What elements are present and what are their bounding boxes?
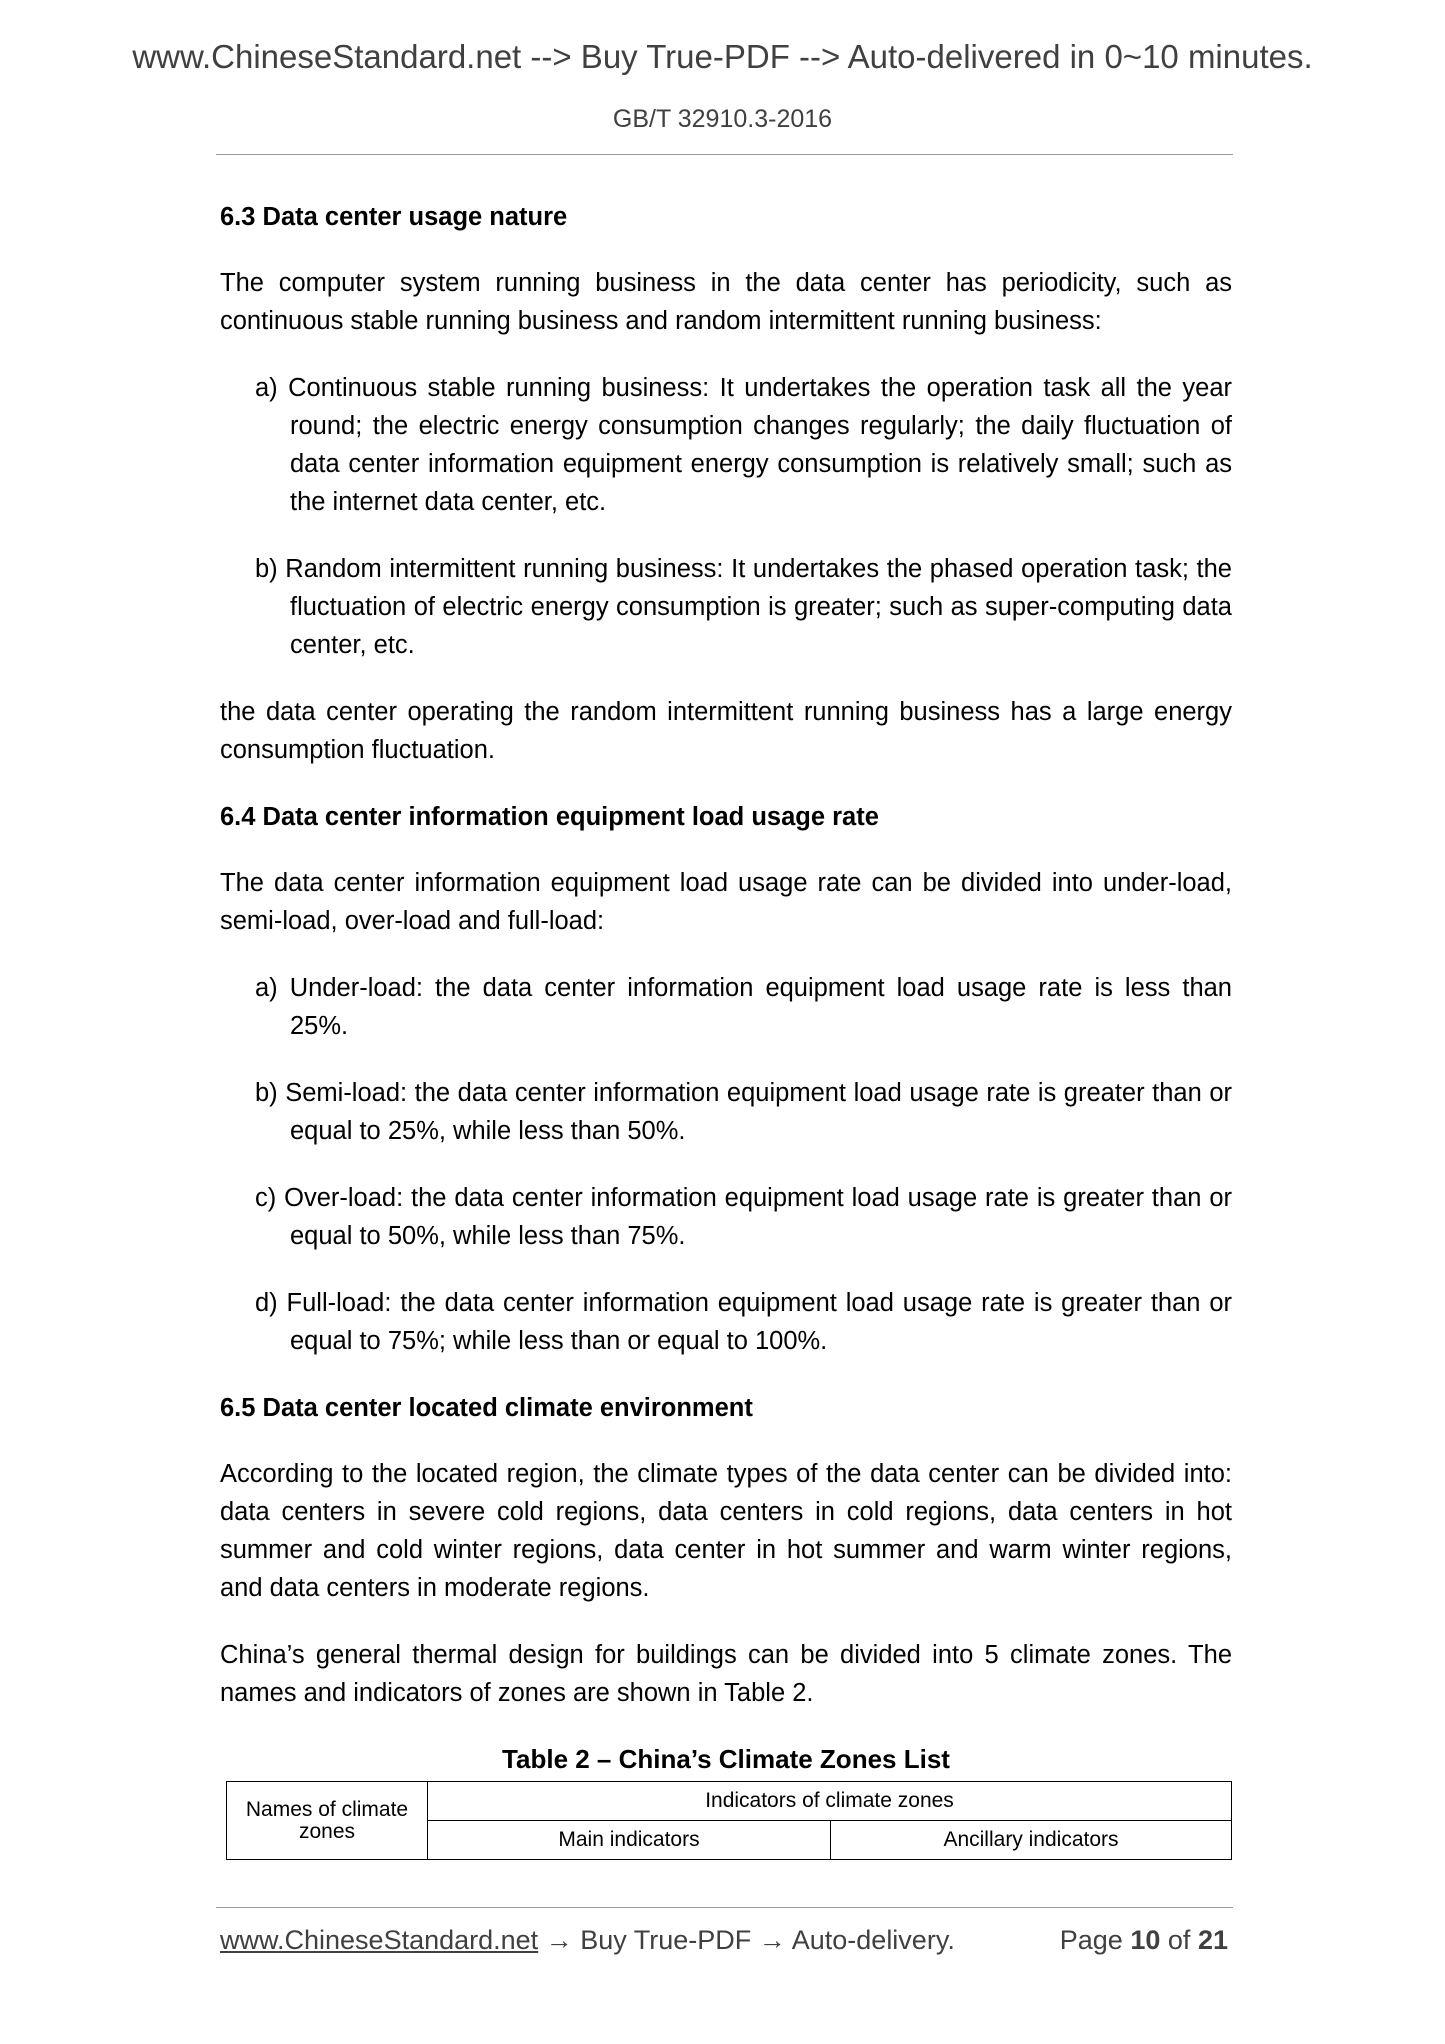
list-item: c) Over-load: the data center information equipment load usage rate is greater than or equal to 50%, while less than 75%. <box>255 1184 1232 1250</box>
page-total: 21 <box>1197 1925 1228 1955</box>
footer-link[interactable]: www.ChineseStandard.net <box>220 1925 539 1955</box>
climate-zones-table <box>226 1781 1232 1860</box>
section-6-3-heading: 6.3 Data center usage nature <box>220 203 568 231</box>
page-indicator <box>1060 1925 1228 1956</box>
page-body <box>220 198 1232 1860</box>
top-banner[interactable]: www.ChineseStandard.net --> Buy True-PDF --> Auto-delivered in 0~10 minutes. <box>132 38 1313 75</box>
table-header-cell: Main indicators <box>428 1821 831 1860</box>
table-header-cell <box>227 1782 428 1860</box>
footer-text: → Buy True-PDF → Auto-delivery. <box>538 1925 955 1955</box>
section-6-5-paragraph: China’s general thermal design for buildings can be divided into 5 climate zones. The names and indicators of zones are shown in Table 2. <box>220 1641 1232 1707</box>
table-title: Table 2 – China’s Climate Zones List <box>502 1744 950 1774</box>
table-row <box>227 1782 1232 1821</box>
footer-divider <box>216 1907 1233 1908</box>
table-header-cell: Indicators of climate zones <box>428 1782 1232 1821</box>
list-item: b) Semi-load: the data center information equipment load usage rate is greater than or equal to 25%, while less than 50%. <box>255 1079 1232 1145</box>
page-number: 10 <box>1130 1925 1161 1955</box>
table-2 <box>220 1741 1232 1860</box>
section-6-5-paragraph: According to the located region, the climate types of the data center can be divided into: data centers in severe cold regions, data centers in cold regions, data centers in hot summer and cold winter regions, data center in hot summer and warm winter regions, and data centers in moderate regions. <box>220 1460 1232 1602</box>
section-6-5-heading: 6.5 Data center located climate environment <box>220 1394 753 1422</box>
zone-name-header-line1: Names of climate <box>245 1797 409 1821</box>
section-6-4-intro: The data center information equipment load usage rate can be divided into under-load, semi-load, over-load and full-load: <box>220 869 1232 935</box>
header-divider <box>216 154 1233 155</box>
of-label: of <box>1167 1925 1191 1955</box>
document-code: GB/T 32910.3-2016 <box>612 105 833 133</box>
section-6-3-closing: the data center operating the random intermittent running business has a large energy consumption fluctuation. <box>220 698 1232 764</box>
list-item: a) Continuous stable running business: It undertakes the operation task all the year round; the electric energy consumption changes regularly; the daily fluctuation of data center information equipment energy consumption is relatively small; such as the internet data center, etc. <box>255 374 1232 516</box>
page-label: Page <box>1059 1925 1123 1955</box>
list-item: d) Full-load: the data center information equipment load usage rate is greater than or equal to 75%; while less than or equal to 100%. <box>255 1289 1232 1355</box>
page-footer <box>220 1925 1232 1956</box>
list-item: a) Under-load: the data center information equipment load usage rate is less than 25%. <box>255 974 1232 1040</box>
section-6-3-intro: The computer system running business in the data center has periodicity, such as continuous stable running business and random intermittent running business: <box>220 269 1232 335</box>
table-header-cell: Ancillary indicators <box>831 1821 1232 1860</box>
list-item: b) Random intermittent running business: It undertakes the phased operation task; the fluctuation of electric energy consumption is greater; such as super-computing data center, etc. <box>255 555 1232 659</box>
section-6-4-heading: 6.4 Data center information equipment load usage rate <box>220 803 879 831</box>
zone-name-header-line2: zones <box>298 1819 356 1843</box>
